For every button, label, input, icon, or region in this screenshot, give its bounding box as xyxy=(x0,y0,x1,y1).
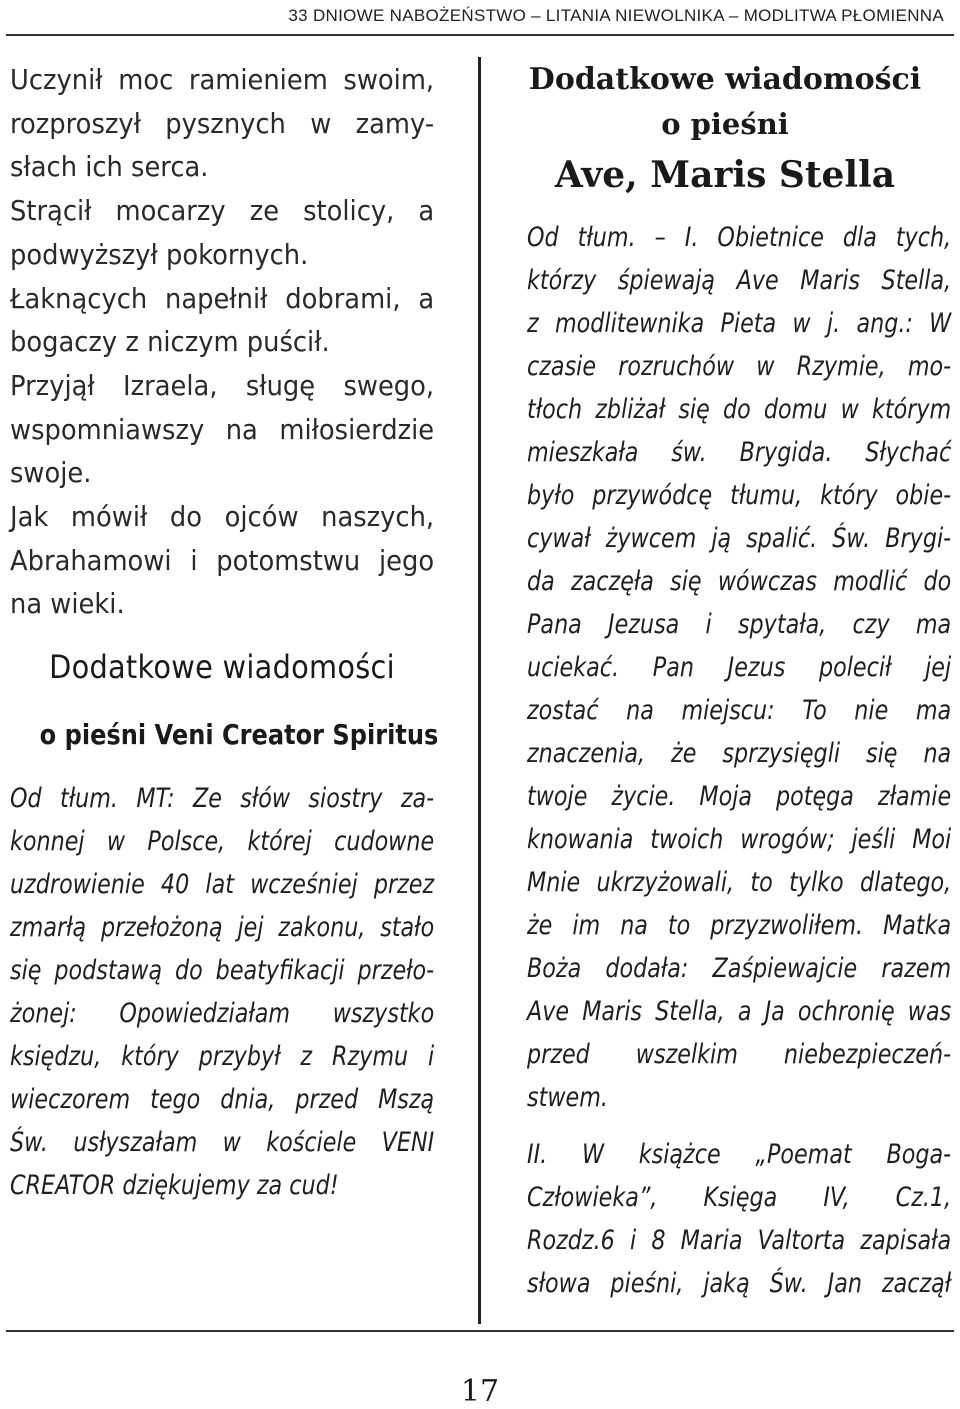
body-line: II. W książce „Poemat Boga- xyxy=(527,1139,952,1170)
body-line: mieszkała św. Brygida. Słychać xyxy=(527,437,952,468)
body-line: Rozdz.6 i 8 Maria Valtorta zapisała xyxy=(527,1225,952,1256)
body-line: zostać na miejscu: To nie ma xyxy=(527,695,952,726)
header-rule xyxy=(6,34,954,36)
body-line: Ave Maris Stella, a Ja ochronię was xyxy=(527,996,952,1027)
right-column xyxy=(527,58,951,1305)
stanza-line: słach ich serca. xyxy=(10,150,209,184)
body-line: słowa pieśni, jaką Św. Jan zaczął xyxy=(527,1268,952,1299)
section-title-ave-line2: o pieśni xyxy=(661,107,789,141)
body-line: żonej: Opowiedziałam wszystko xyxy=(10,998,435,1030)
body-line: Od tłum. MT: Ze słów siostry za- xyxy=(10,783,435,815)
body-line: Od tłum. – I. Obietnice dla tych, xyxy=(527,222,952,253)
stanza-line: swoje. xyxy=(10,456,92,490)
section-title-ave: Dodatkowe wiadomości xyxy=(528,62,922,97)
stanza-line: na wieki. xyxy=(10,587,125,621)
body-line: zmarłą przełożoną jej zakonu, stało xyxy=(10,912,435,944)
body-line: czasie rozruchów w Rzymie, mo- xyxy=(527,351,952,382)
page-number: 17 xyxy=(460,1374,500,1409)
body-line: Mnie ukrzyżowali, to tylko dlatego, xyxy=(527,867,952,898)
section-title-veni: Dodatkowe wiadomości xyxy=(49,648,395,687)
body-line: CREATOR dziękujemy za cud! xyxy=(10,1170,339,1202)
running-header: 33 DNIOWE NABOŻEŃSTWO – LITANIA NIEWOLNIKA – MODLITWA PŁOMIENNA xyxy=(288,6,944,25)
body-line: cywał żywcem ją spalić. Św. Brygi- xyxy=(527,523,952,554)
stanza-line: Łaknących napełnił dobrami, a xyxy=(10,281,435,315)
valtorta-body-text xyxy=(527,1133,951,1305)
stanza-line: Strącił mocarzy ze stolicy, a xyxy=(10,194,435,228)
body-line: konnej w Polsce, której cudowne xyxy=(10,826,435,858)
stanza-line: Abrahamowi i potomstwu jego xyxy=(10,543,435,577)
body-line: tłoch zbliżał się do domu w którym xyxy=(527,394,952,425)
stanza-line: bogaczy z niczym puścił. xyxy=(10,325,330,359)
column-divider xyxy=(478,57,481,1324)
body-line: się podstawą do beatyfikacji przeło- xyxy=(10,955,435,987)
body-line: Św. usłyszałam w kościele VENI xyxy=(10,1127,435,1159)
stanza-line: podwyższył pokornych. xyxy=(10,237,309,271)
section-subtitle-veni: o pieśni Veni Creator Spiritus xyxy=(39,718,439,752)
body-line: znaczenia, że sprzysięgli się na xyxy=(527,738,952,769)
body-line: Pana Jezusa i spytała, czy ma xyxy=(527,609,952,640)
left-column xyxy=(10,58,439,1207)
section-title-ave-song: Ave, Maris Stella xyxy=(554,154,896,196)
veni-body-text xyxy=(10,777,434,1207)
magnificat-stanza xyxy=(10,58,434,626)
stanza-line: rozproszył pysznych w zamy- xyxy=(10,106,435,140)
body-line: stwem. xyxy=(527,1082,608,1113)
stanza-line: Uczynił moc ramieniem swoim, xyxy=(10,63,435,96)
body-line: Człowieka”, Księga IV, Cz.1, xyxy=(527,1182,952,1213)
body-line: przed wszelkim niebezpieczeń- xyxy=(527,1039,952,1070)
stanza-line: Przyjął Izraela, sługę swego, xyxy=(10,368,435,402)
body-line: wieczorem tego dnia, przed Mszą xyxy=(10,1084,435,1116)
stanza-line: Jak mówił do ojców naszych, xyxy=(10,500,435,534)
body-line: było przywódcę tłumu, który obie- xyxy=(527,480,952,511)
ave-body-text xyxy=(527,216,951,1119)
body-line: którzy śpiewają Ave Maris Stella, xyxy=(527,265,952,296)
stanza-line: wspomniawszy na miłosierdzie xyxy=(10,412,435,446)
body-line: Boża dodała: Zaśpiewajcie razem xyxy=(527,953,952,984)
body-line: da zaczęła się wówczas modlić do xyxy=(527,566,952,597)
body-line: uzdrowienie 40 lat wcześniej przez xyxy=(10,869,435,901)
body-line: że im na to przyzwoliłem. Matka xyxy=(527,910,952,941)
body-line: twoje życie. Moja potęga złamie xyxy=(527,781,952,812)
body-line: knowania twoich wrogów; jeśli Moi xyxy=(527,824,952,855)
body-line: z modlitewnika Pieta w j. ang.: W xyxy=(527,308,952,339)
body-line: uciekać. Pan Jezus polecił jej xyxy=(527,652,952,683)
body-line: księdzu, który przybył z Rzymu i xyxy=(10,1041,435,1073)
footer-rule xyxy=(6,1330,954,1332)
